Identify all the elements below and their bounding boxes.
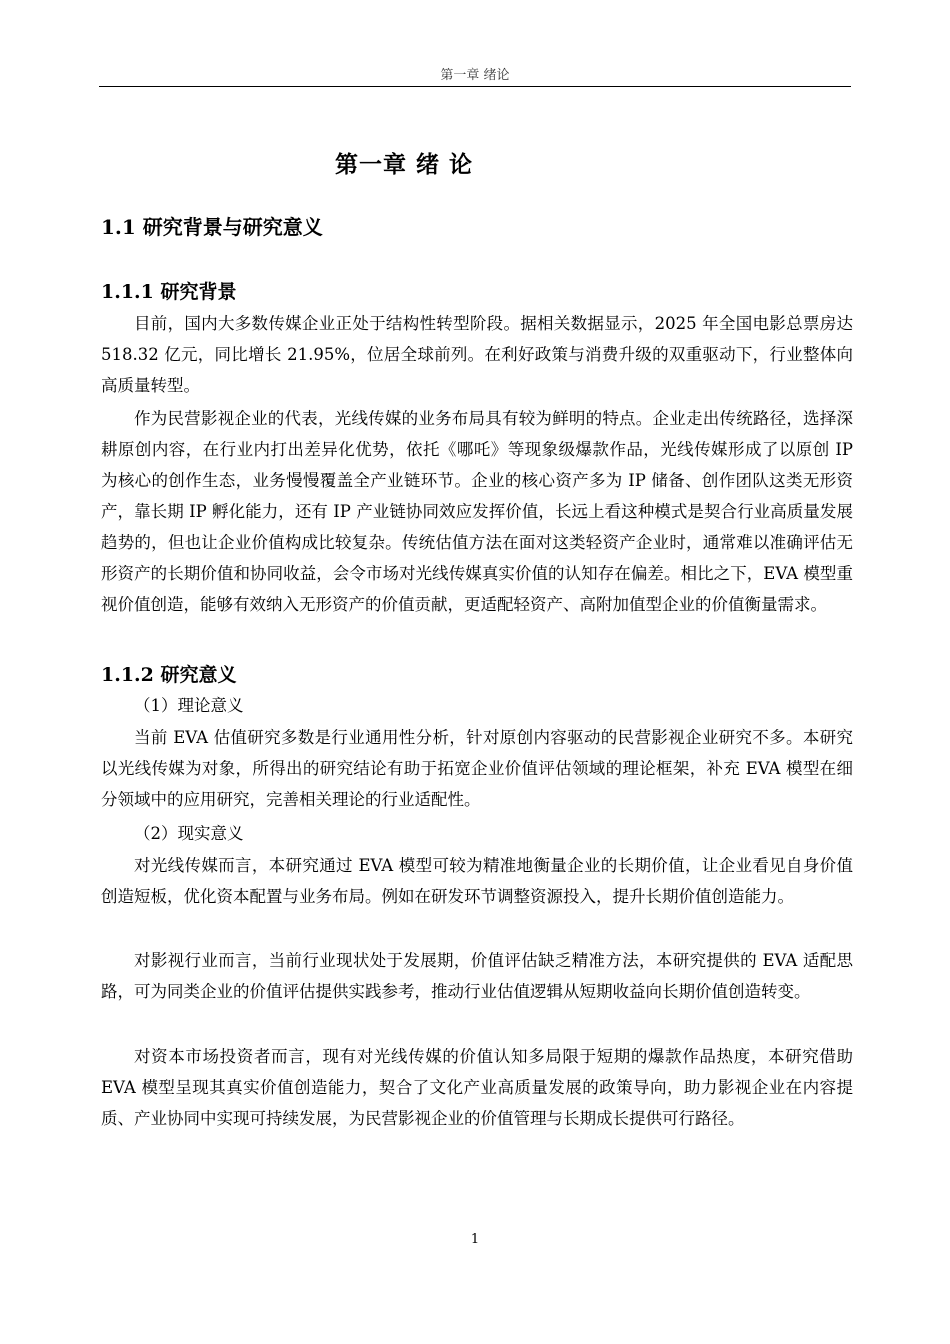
section-heading-1-1-2: 1.1.2 研究意义 bbox=[101, 664, 237, 686]
practice-significance-label: （2）现实意义 bbox=[134, 824, 244, 843]
background-paragraph-1: 目前，国内大多数传媒企业正处于结构性转型阶段。据相关数据显示，2025 年全国电影总票房达 518.32 亿元，同比增长 21.95%，位居全球前列。在利好政策与消费升级的双重驱动下，行业整体向高质量转型。 bbox=[101, 314, 853, 395]
theory-significance-label: （1）理论意义 bbox=[134, 696, 244, 715]
background-paragraph-2: 作为民营影视企业的代表，光线传媒的业务布局具有较为鲜明的特点。企业走出传统路径，选择深耕原创内容，在行业内打出差异化优势，依托《哪吒》等现象级爆款作品，光线传媒形成了以原创 IP 为核心的创作生态，业务慢慢覆盖全产业链环节。企业的核心资产多为 IP 储备、创作团队这类无形资产，靠长期 IP 孵化能力，还有 IP 产业链协同效应发挥价值，长远上看这种模式是契合行业高质量发展趋势的，但也让企业价值构成比较复杂。传统估值方法在面对这类轻资产企业时，通常难以准确评估无形资产的长期价值和协同收益，会令市场对光线传媒真实价值的认知存在偏差。相比之下，EVA 模型重视价值创造，能够有效纳入无形资产的价值贡献，更适配轻资产、高附加值型企业的价值衡量需求。 bbox=[101, 409, 853, 614]
practice-paragraph-2: 对影视行业而言，当前行业现状处于发展期，价值评估缺乏精准方法，本研究提供的 EVA 适配思路，可为同类企业的价值评估提供实践参考，推动行业估值逻辑从短期收益向长期价值创造转变。 bbox=[101, 951, 853, 1001]
section-heading-1-1: 1.1 研究背景与研究意义 bbox=[101, 215, 323, 239]
section-heading-1-1-1: 1.1.1 研究背景 bbox=[101, 281, 237, 303]
page-number: 1 bbox=[470, 1232, 480, 1247]
practice-paragraph-3: 对资本市场投资者而言，现有对光线传媒的价值认知多局限于短期的爆款作品热度，本研究借助 EVA 模型呈现其真实价值创造能力，契合了文化产业高质量发展的政策导向，助力影视企业在内容提质、产业协同中实现可持续发展，为民营影视企业的价值管理与长期成长提供可行路径。 bbox=[101, 1047, 853, 1128]
practice-paragraph-1: 对光线传媒而言，本研究通过 EVA 模型可较为精准地衡量企业的长期价值，让企业看见自身价值创造短板，优化资本配置与业务布局。例如在研发环节调整资源投入，提升长期价值创造能力。 bbox=[101, 856, 853, 906]
theory-paragraph: 当前 EVA 估值研究多数是行业通用性分析，针对原创内容驱动的民营影视企业研究不多。本研究以光线传媒为对象，所得出的研究结论有助于拓宽企业价值评估领域的理论框架，补充 EVA 模型在细分领域中的应用研究，完善相关理论的行业适配性。 bbox=[101, 728, 853, 809]
header-rule bbox=[99, 86, 851, 87]
running-header: 第一章 绪论 bbox=[440, 68, 510, 83]
chapter-title: 第一章 绪 论 bbox=[334, 151, 473, 178]
